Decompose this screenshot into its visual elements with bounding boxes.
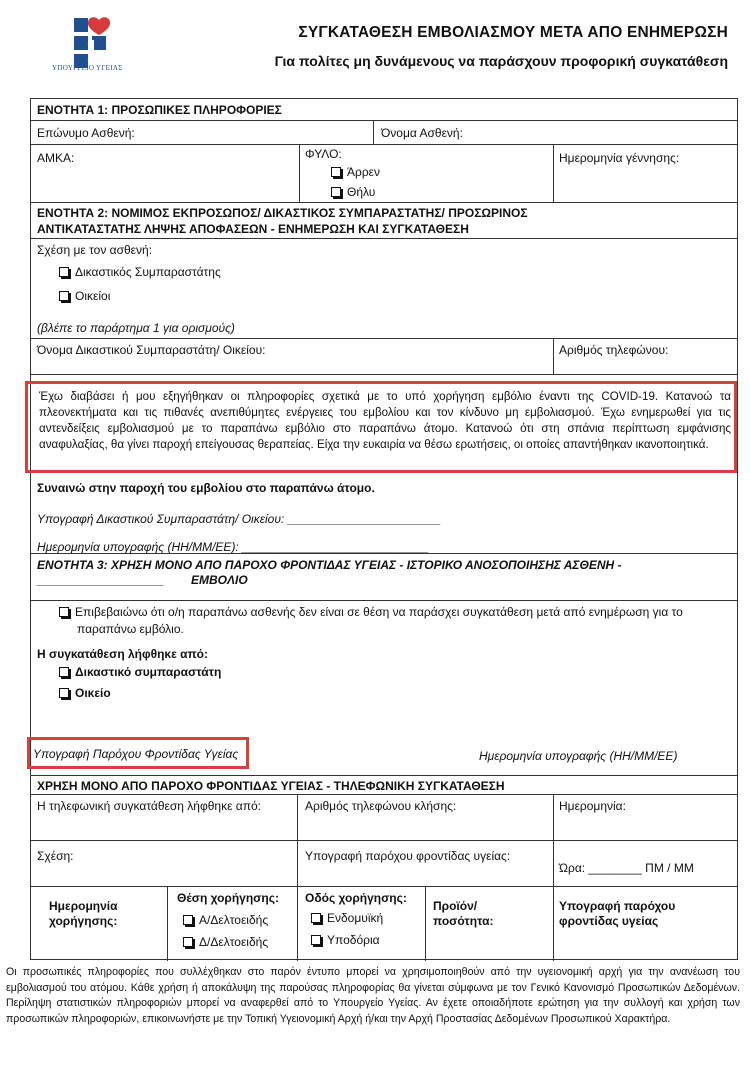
section4-heading-row [31, 775, 737, 795]
relation-guardian-option[interactable] [59, 265, 221, 279]
phone-consent-from-label[interactable]: Η τηλεφωνική συγκατάθεση λήφθηκε από: [37, 799, 262, 813]
patient-name-row [31, 121, 737, 145]
checkbox-icon[interactable] [183, 937, 193, 947]
checkbox-icon[interactable] [59, 667, 69, 677]
guardian-sign-date-line[interactable]: Ημερομηνία υπογραφής (ΗΗ/ΜΜ/ΕΕ): ____________________________ [37, 540, 429, 554]
patient-details-row [31, 145, 737, 203]
administration-row [31, 887, 737, 961]
highlight-box-consent [25, 381, 737, 473]
consent-guardian-option[interactable] [59, 665, 221, 679]
checkbox-icon[interactable] [59, 291, 69, 301]
relation-label: Σχέση με τον ασθενή: [37, 243, 153, 257]
site-left-option[interactable] [183, 913, 268, 927]
firstname-label[interactable]: Όνομα Ασθενή: [381, 126, 463, 140]
section3-heading-row [31, 553, 737, 601]
guardian-name-label[interactable]: Όνομα Δικαστικού Συμπαραστάτη/ Οικείου: [37, 343, 266, 357]
section2-heading-row [31, 203, 737, 239]
sex-female-label: Θήλυ [347, 185, 376, 199]
annex-note: (βλέπε το παράρτημα 1 για ορισμούς) [37, 321, 235, 335]
product-label[interactable]: Προϊόν/ ποσότητα: [433, 899, 494, 928]
consent-from-label: Η συγκατάθεση λήφθηκε από: [37, 647, 209, 661]
confirm-line2: παραπάνω εμβόλιο. [77, 622, 184, 636]
relation-guardian-label: Δικαστικός Συμπαραστάτης [75, 265, 221, 279]
section4-heading: ΧΡΗΣΗ ΜΟΝΟ ΑΠΟ ΠΑΡΟΧΟ ΦΡΟΝΤΙΔΑΣ ΥΓΕΙΑΣ - ΤΗΛΕΦΩΝΙΚΗ ΣΥΓΚΑΤΑΘΕΣΗ [37, 779, 505, 793]
sex-male-label: Άρρεν [347, 165, 381, 179]
site-right-label: Δ/Δελτοειδής [199, 935, 269, 949]
route-sc-label: Υποδόρια [327, 933, 380, 947]
checkbox-icon[interactable] [311, 913, 321, 923]
highlight-box-signature [27, 737, 249, 769]
divider [297, 795, 298, 841]
divider [373, 121, 374, 145]
divider [553, 339, 554, 375]
checkbox-icon[interactable] [59, 607, 69, 617]
privacy-footer: Οι προσωπικές πληροφορίες που συλλέχθηκαν στο παρόν έντυπο μπορεί να χρησιμοποιηθούν από την υγειονομική αρχή για την ανανέωση του εμβολιασμού του ατόμου. Κάθε χρήση ή αποκάλυψη της παρούσας πληροφορίας θα γίνεται σύμφωνα με τον Γενικό Κανονισμό Προσωπικών Δεδομένων. Περίληψη στατιστικών πληροφοριών μπορεί να αναφερθεί από το Υπουργείο Υγείας. Αν έχετε οποιαδήποτε ερώτηση για την συλλογή και χρήση των προσωπικών πληροφοριών, επικοινωνήστε με την Τοπική Υγειονομική Αρχή ή/και την Αρχή Προστασίας Δεδομένων Προσωπικού Χαρακτήρα. [6, 966, 740, 1025]
section2-heading-line2: ΑΝΤΙΚΑΤΑΣΤΑΤΗΣ ΛΗΨΗΣ ΑΠΟΦΑΣΕΩΝ - ΕΝΗΜΕΡΩΣΗ ΚΑΙ ΣΥΓΚΑΤΑΘΕΣΗ [37, 222, 469, 236]
call-date-label[interactable]: Ημερομηνία: [559, 799, 626, 813]
document-title: ΣΥΓΚΑΤΑΘΕΣΗ ΕΜΒΟΛΙΑΣΜΟΥ ΜΕΤΑ ΑΠΟ ΕΝΗΜΕΡΩΣΗ [298, 24, 728, 41]
section1-heading: ΕΝΟΤΗΤΑ 1: ΠΡΟΣΩΠΙΚΕΣ ΠΛΗΡΟΦΟΡΙΕΣ [37, 103, 282, 117]
divider [297, 887, 298, 961]
site-left-label: Α/Δελτοειδής [199, 913, 269, 927]
document-subtitle: Για πολίτες μη δυνάμενους να παράσχουν προφορική συγκατάθεση [274, 53, 728, 69]
checkbox-icon[interactable] [183, 915, 193, 925]
site-right-option[interactable] [183, 935, 268, 949]
confirm-line1: Επιβεβαιώνω ότι ο/η παραπάνω ασθενής δεν είναι σε θέση να παράσχει συγκατάθεση μετά από ενημέρωση για το [75, 605, 683, 619]
divider [553, 145, 554, 203]
surname-label[interactable]: Επώνυμο Ασθενή: [37, 126, 135, 140]
guardian-name-row [31, 339, 737, 375]
phone-consent-row [31, 795, 737, 841]
relation-time-row [31, 841, 737, 887]
provider-signature-label[interactable]: Υπογραφή Παρόχου Φροντίδας Υγείας [33, 747, 239, 761]
route-label: Οδός χορήγησης: [305, 891, 407, 905]
dob-label[interactable]: Ημερομηνία γέννησης: [559, 151, 680, 165]
amka-label[interactable]: ΑΜΚΑ: [37, 151, 75, 165]
divider [553, 887, 554, 961]
section1-heading-row [31, 99, 737, 121]
checkbox-icon[interactable] [331, 187, 341, 197]
ministry-label: ΥΠΟΥΡΓΕΙΟ ΥΓΕΙΑΣ [52, 64, 123, 72]
consent-form [30, 98, 738, 960]
sex-male-option[interactable] [331, 165, 380, 179]
call-number-label[interactable]: Αριθμός τηλεφώνου κλήσης: [305, 799, 457, 813]
agree-statement: Συναινώ στην παροχή του εμβολίου στο παραπάνω άτομο. [37, 481, 375, 495]
relation-row [31, 239, 737, 339]
relation-relatives-option[interactable] [59, 289, 110, 303]
consent-relative-label: Οικείο [75, 686, 111, 700]
route-im-option[interactable] [311, 911, 383, 925]
route-sc-option[interactable] [311, 933, 380, 947]
admin-provider-signature-label[interactable]: Υπογραφή παρόχου φροντίδας υγείας [559, 899, 676, 928]
relation-relatives-label: Οικείοι [75, 289, 111, 303]
checkbox-icon[interactable] [331, 167, 341, 177]
guardian-phone-label[interactable]: Αριθμός τηλεφώνου: [559, 343, 669, 357]
divider [553, 795, 554, 841]
provider-sign-date-label[interactable]: Ημερομηνία υπογραφής (ΗΗ/ΜΜ/ΕΕ) [479, 749, 678, 763]
checkbox-icon[interactable] [59, 688, 69, 698]
sex-female-option[interactable] [331, 185, 375, 199]
divider [297, 841, 298, 887]
section3-heading-line2: ΕΜΒΟΛΙΟ [191, 573, 248, 587]
admin-date-label[interactable]: Ημερομηνία χορήγησης: [49, 899, 118, 928]
confirm-option[interactable] [59, 605, 683, 619]
divider [553, 841, 554, 887]
route-im-label: Ενδομυϊκή [327, 911, 384, 925]
divider [425, 887, 426, 961]
section3-heading-line1: ΕΝΟΤΗΤΑ 3: ΧΡΗΣΗ ΜΟΝΟ ΑΠΟ ΠΑΡΟΧΟ ΦΡΟΝΤΙΔΑΣ ΥΓΕΙΑΣ - ΙΣΤΟΡΙΚΟ ΑΝΟΣΟΠΟΙΗΣΗΣ ΑΣΘΕΝΗ - [37, 558, 622, 572]
phone-provider-signature-label[interactable]: Υπογραφή παρόχου φροντίδας υγείας: [305, 849, 511, 863]
consent-relative-option[interactable] [59, 686, 111, 700]
section2-heading-line1: ΕΝΟΤΗΤΑ 2: ΝΟΜΙΜΟΣ ΕΚΠΡΟΣΩΠΟΣ/ ΔΙΚΑΣΤΙΚΟΣ ΣΥΜΠΑΡΑΣΤΑΤΗΣ/ ΠΡΟΣΩΡΙΝΟΣ [37, 206, 528, 220]
section3-heading-blank: ___________________ [37, 573, 164, 587]
divider [299, 145, 300, 203]
phone-relation-label[interactable]: Σχέση: [37, 849, 74, 863]
consent-guardian-label: Δικαστικό συμπαραστάτη [75, 665, 222, 679]
guardian-signature-line[interactable]: Υπογραφή Δικαστικού Συμπαραστάτη/ Οικείου: _______________________ [37, 512, 442, 526]
consent-statement: Έχω διαβάσει ή μου εξηγήθηκαν οι πληροφορίες σχετικά με το υπό χορήγηση εμβόλιο έναντι της COVID-19. Κατανοώ τα πλεονεκτήματα και τις πιθανές ανεπιθύμητες ενέργειες του εμβολίου και τον κίνδυνο μη εμβολιασμού. Έχω ενημερωθεί για τις αντενδείξεις εμβολιασμού με το παραπάνω εμβόλιο στο παραπάνω άτομο. Κατανοώ ότι στη σπάνια περίπτωση εμφάνισης αναφυλαξίας, θα γίνει παροχή επείγουσας θεραπείας. Είχα την ευκαιρία να θέσω ερωτήσεις, οι οποίες απαντήθηκαν ικανοποιητικά. [39, 390, 731, 451]
divider [167, 887, 168, 961]
sex-label: ΦΥΛΟ: [305, 147, 342, 161]
site-label: Θέση χορήγησης: [177, 891, 279, 905]
call-time-label[interactable]: Ώρα: ________ ΠΜ / ΜΜ [559, 861, 694, 875]
document-header [0, 0, 750, 100]
checkbox-icon[interactable] [311, 935, 321, 945]
checkbox-icon[interactable] [59, 267, 69, 277]
